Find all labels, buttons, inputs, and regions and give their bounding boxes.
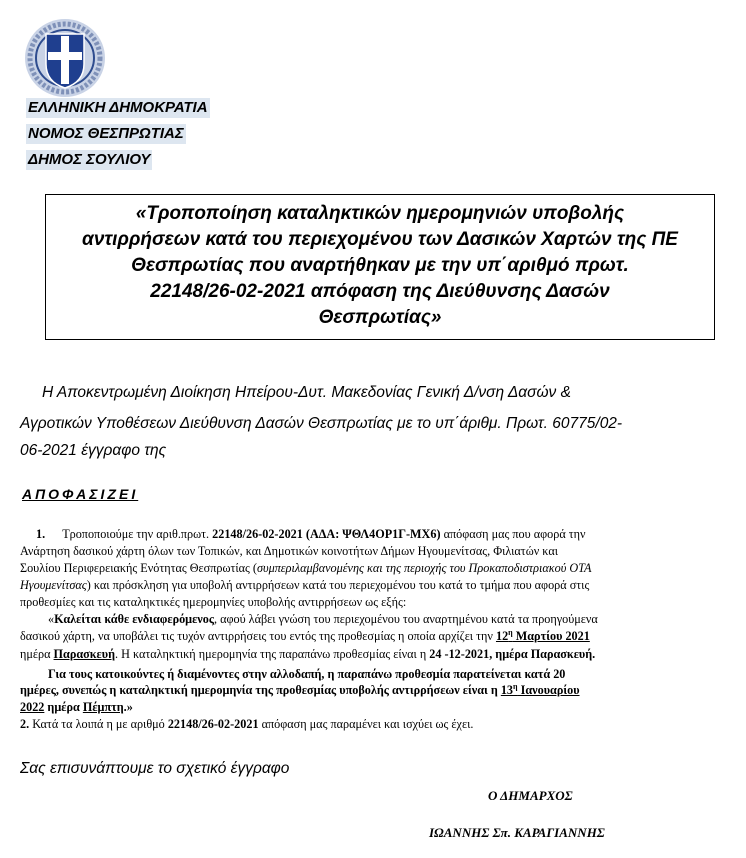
signature-title: Ο ΔΗΜΑΡΧΟΣ [488,788,573,803]
item1-line: Ανάρτηση δασικού χάρτη όλων των Τοπικών, και Δημοτικών κοινοτήτων Δήμων Ηγουμενίτσας, Φιλιατών και [20,544,558,558]
attachment-note: Σας επισυνάπτουμε το σχετικό έγγραφο [20,760,290,777]
intro-line: Η Αποκεντρωμένη Διοίκηση Ηπείρου-Δυτ. Μακεδονίας Γενική Δ/νση Δασών & [42,384,571,401]
intro-line: Αγροτικών Υποθέσεων Διεύθυνση Δασών Θεσπρωτίας με το υπ΄άριθμ. Πρωτ. 60775/02- [20,415,623,432]
header-line-municipality: ΔΗΜΟΣ ΣΟΥΛΙΟΥ [28,151,151,168]
item1-line: προθεσμίες και τις καταληκτικές ημερομηνίες υποβολής αντιρρήσεων ως εξής: [20,595,407,609]
subject-line: 22148/26-02-2021 απόφαση της Διεύθυνσης Δασών [150,281,610,302]
item1-line: 1. Τροποποιούμε την αριθ.πρωτ. 22148/26-02-2021 (ΑΔΑ: ΨΘΛ4ΟΡ1Γ-ΜΧ6) απόφαση μας που αφορά την [36,527,586,541]
subject-line: «Τροποποίηση καταληκτικών ημερομηνιών υποβολής [135,203,625,224]
item1-line: δασικού χάρτη, να υποβάλει τις τυχόν αντιρρήσεις του εντός της προθεσμίας η οποία αρχίζει την $12^\eta$ Μαρτίου 2021 [20,627,590,643]
item1-line: Σουλίου Περιφερειακής Ενότητας Θεσπρωτίας (συμπεριλαμβανομένης και της περιοχής του Προκαποδιστριακού ΟΤΑ [20,561,592,575]
decision-heading: ΑΠΟΦΑΣΙΖΕΙ [22,486,139,502]
signature-name: ΙΩΑΝΝΗΣ Σπ. ΚΑΡΑΓΙΑΝΝΗΣ [429,825,605,840]
subject-line: αντιρρήσεων κατά του περιεχομένου των Δασικών Χαρτών της ΠΕ [82,229,678,250]
subject-line: Θεσπρωτίας» [318,307,442,328]
header-line-republic: ΕΛΛΗΝΙΚΗ ΔΗΜΟΚΡΑΤΙΑ [28,99,208,116]
intro-line: 06-2021 έγγραφο της [20,442,167,459]
item1-line: Ηγουμενίτσας) και πρόσκληση για υποβολή αντιρρήσεων κατά του περιεχομένου του κατά το τμήμα που αφορά στις [20,578,590,592]
subject-line: Θεσπρωτίας που αναρτήθηκαν με την υπ΄αριθμό πρωτ. [131,255,629,276]
coat-of-arms-icon [24,18,106,98]
item1-line: ημέρες, συνεπώς η καταληκτική ημερομηνία της προθεσμίας υποβολής αντιρρήσεων είναι η $13^\eta$ Ιανουαρίου [20,681,580,697]
item2-line: 2. Κατά τα λοιπά η με αριθμό 22148/26-02-2021 απόφαση μας παραμένει και ισχύει ως έχει. [20,717,474,731]
header-line-prefecture: ΝΟΜΟΣ ΘΕΣΠΡΩΤΙΑΣ [28,125,184,142]
item1-line: «Καλείται κάθε ενδιαφερόμενος, αφού λάβει γνώση του περιεχομένου του αναρτημένου κατά τα προηγούμενα [48,612,598,626]
item1-line: 2022 ημέρα Πέμπτη.» [20,700,133,714]
subject-box [45,194,715,340]
item1-line: Για τους κατοικούντες ή διαμένοντες στην αλλοδαπή, η παραπάνω προθεσμία παρατείνεται κατά 20 [48,667,566,681]
item1-line: ημέρα Παρασκευή. Η καταληκτική ημερομηνία της παραπάνω προθεσμίας είναι η 24 -12-2021, ημέρα Παρασκευή. [20,647,596,661]
